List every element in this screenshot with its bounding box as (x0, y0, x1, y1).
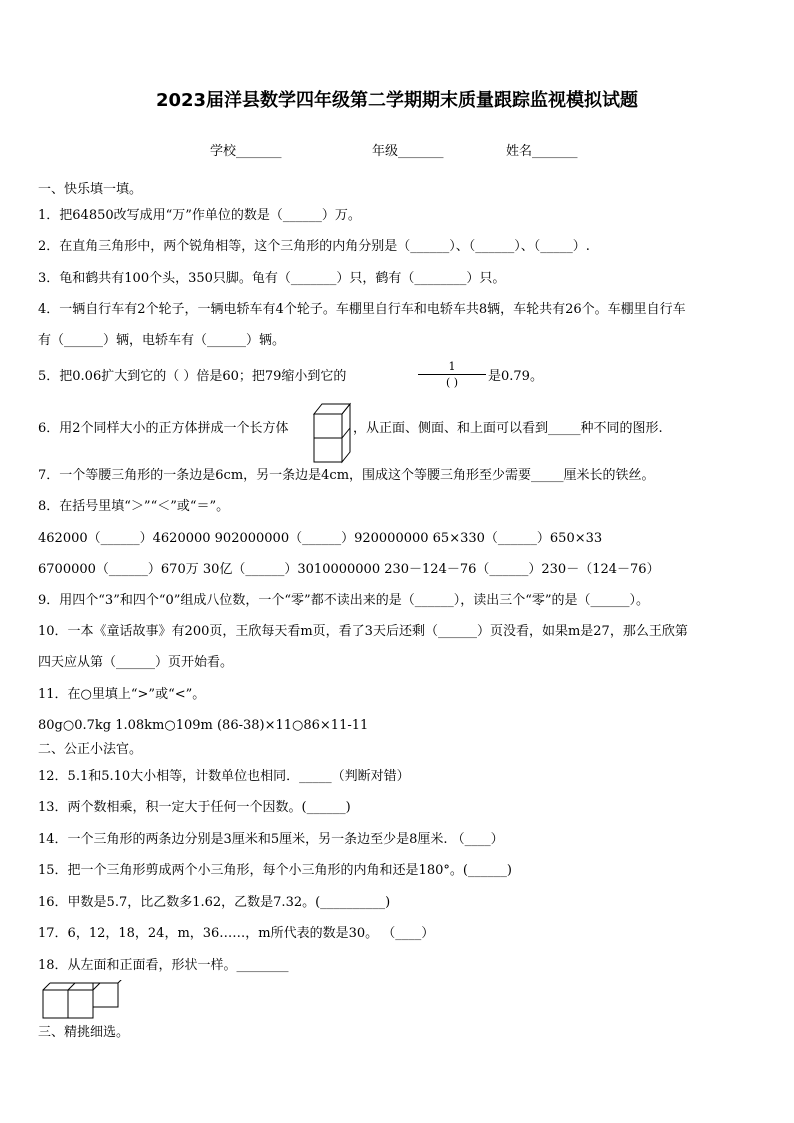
question-2: 2．在直角三角形中，两个锐角相等，这个三角形的内角分别是（______）、（______）、（_____）. (38, 239, 590, 254)
fraction-numerator: 1 (448, 360, 456, 373)
question-4-line-2: 有（______）辆，电轿车有（______）辆。 (38, 333, 286, 348)
section-2-heading: 二、公正小法官。 (38, 742, 143, 757)
question-8-row-1: 462000（______）4620000 902000000（______）920000000 65×330（______）650×33 (38, 531, 603, 546)
question-17: 17．6，12，18，24，m，36……，m所代表的数是30。 （____） (38, 926, 435, 941)
question-1: 1．把64850改写成用“万”作单位的数是（______）万。 (38, 208, 361, 223)
grade-field: 年级_______ (372, 144, 444, 159)
question-7: 7．一个等腰三角形的一条边是6cm，另一条边是4cm，围成这个等腰三角形至少需要_____厘米长的铁丝。 (38, 468, 655, 483)
section-1-heading: 一、快乐填一填。 (38, 182, 143, 197)
question-15: 15．把一个三角形剪成两个小三角形，每个小三角形的内角和还是180°。(______) (38, 863, 512, 878)
question-11-row: 80g○0.7kg 1.08km○109m (86-38)×11○86×11-11 (38, 718, 369, 733)
question-12: 12．5.1和5.10大小相等，计数单位也相同．_____（判断对错） (38, 769, 410, 784)
question-8: 8．在括号里填“＞”“＜”或“＝”。 (38, 499, 230, 514)
fraction-bar (418, 374, 486, 375)
question-9: 9．用四个“3”和四个“0”组成八位数，一个“零”都不读出来的是（______），读出三个“零”的是（______）。 (38, 593, 649, 608)
question-11: 11．在○里填上“>”或“<”。 (38, 687, 206, 702)
question-3: 3．龟和鹤共有100个头，350只脚。龟有（_______）只，鹤有（________）只。 (38, 271, 506, 286)
question-18: 18．从左面和正面看，形状一样。________ (38, 958, 289, 973)
question-4-line-1: 4．一辆自行车有2个轮子，一辆电轿车有4个轮子。车棚里自行车和电轿车共8辆，车轮共有26个。车棚里自行车 (38, 302, 686, 317)
section-3-heading: 三、精挑细选。 (38, 1025, 130, 1040)
cubes-figure (42, 980, 126, 1020)
question-5-start: 5．把0.06扩大到它的（ ）倍是60；把79缩小到它的 (38, 369, 347, 384)
page-title: 2023届洋县数学四年级第二学期期末质量跟踪监视模拟试题 (155, 90, 639, 111)
school-field: 学校_______ (210, 144, 282, 159)
question-14: 14．一个三角形的两条边分别是3厘米和5厘米，另一条边至少是8厘米. （____） (38, 832, 504, 847)
question-5-end: 是0.79。 (488, 369, 543, 384)
name-field: 姓名_______ (506, 144, 578, 159)
question-6-end: ，从正面、侧面、和上面可以看到_____种不同的图形. (353, 421, 663, 436)
question-16: 16．甲数是5.7，比乙数多1.62，乙数是7.32。(__________) (38, 895, 391, 910)
question-6-start: 6．用2个同样大小的正方体拼成一个长方体 (38, 421, 289, 436)
question-10-line-1: 10．一本《童话故事》有200页，王欣每天看m页，看了3天后还剩（______）页没看，如果m是27，那么王欣第 (38, 624, 688, 639)
fraction-denominator: ( ) (445, 376, 459, 389)
question-13: 13．两个数相乘，积一定大于任何一个因数。(______) (38, 800, 351, 815)
cuboid-figure (312, 402, 352, 464)
question-8-row-2: 6700000（______）670万 30亿（______）3010000000 230－124－76（______）230－（124－76） (38, 562, 660, 577)
question-10-line-2: 四天应从第（______）页开始看。 (38, 655, 234, 670)
